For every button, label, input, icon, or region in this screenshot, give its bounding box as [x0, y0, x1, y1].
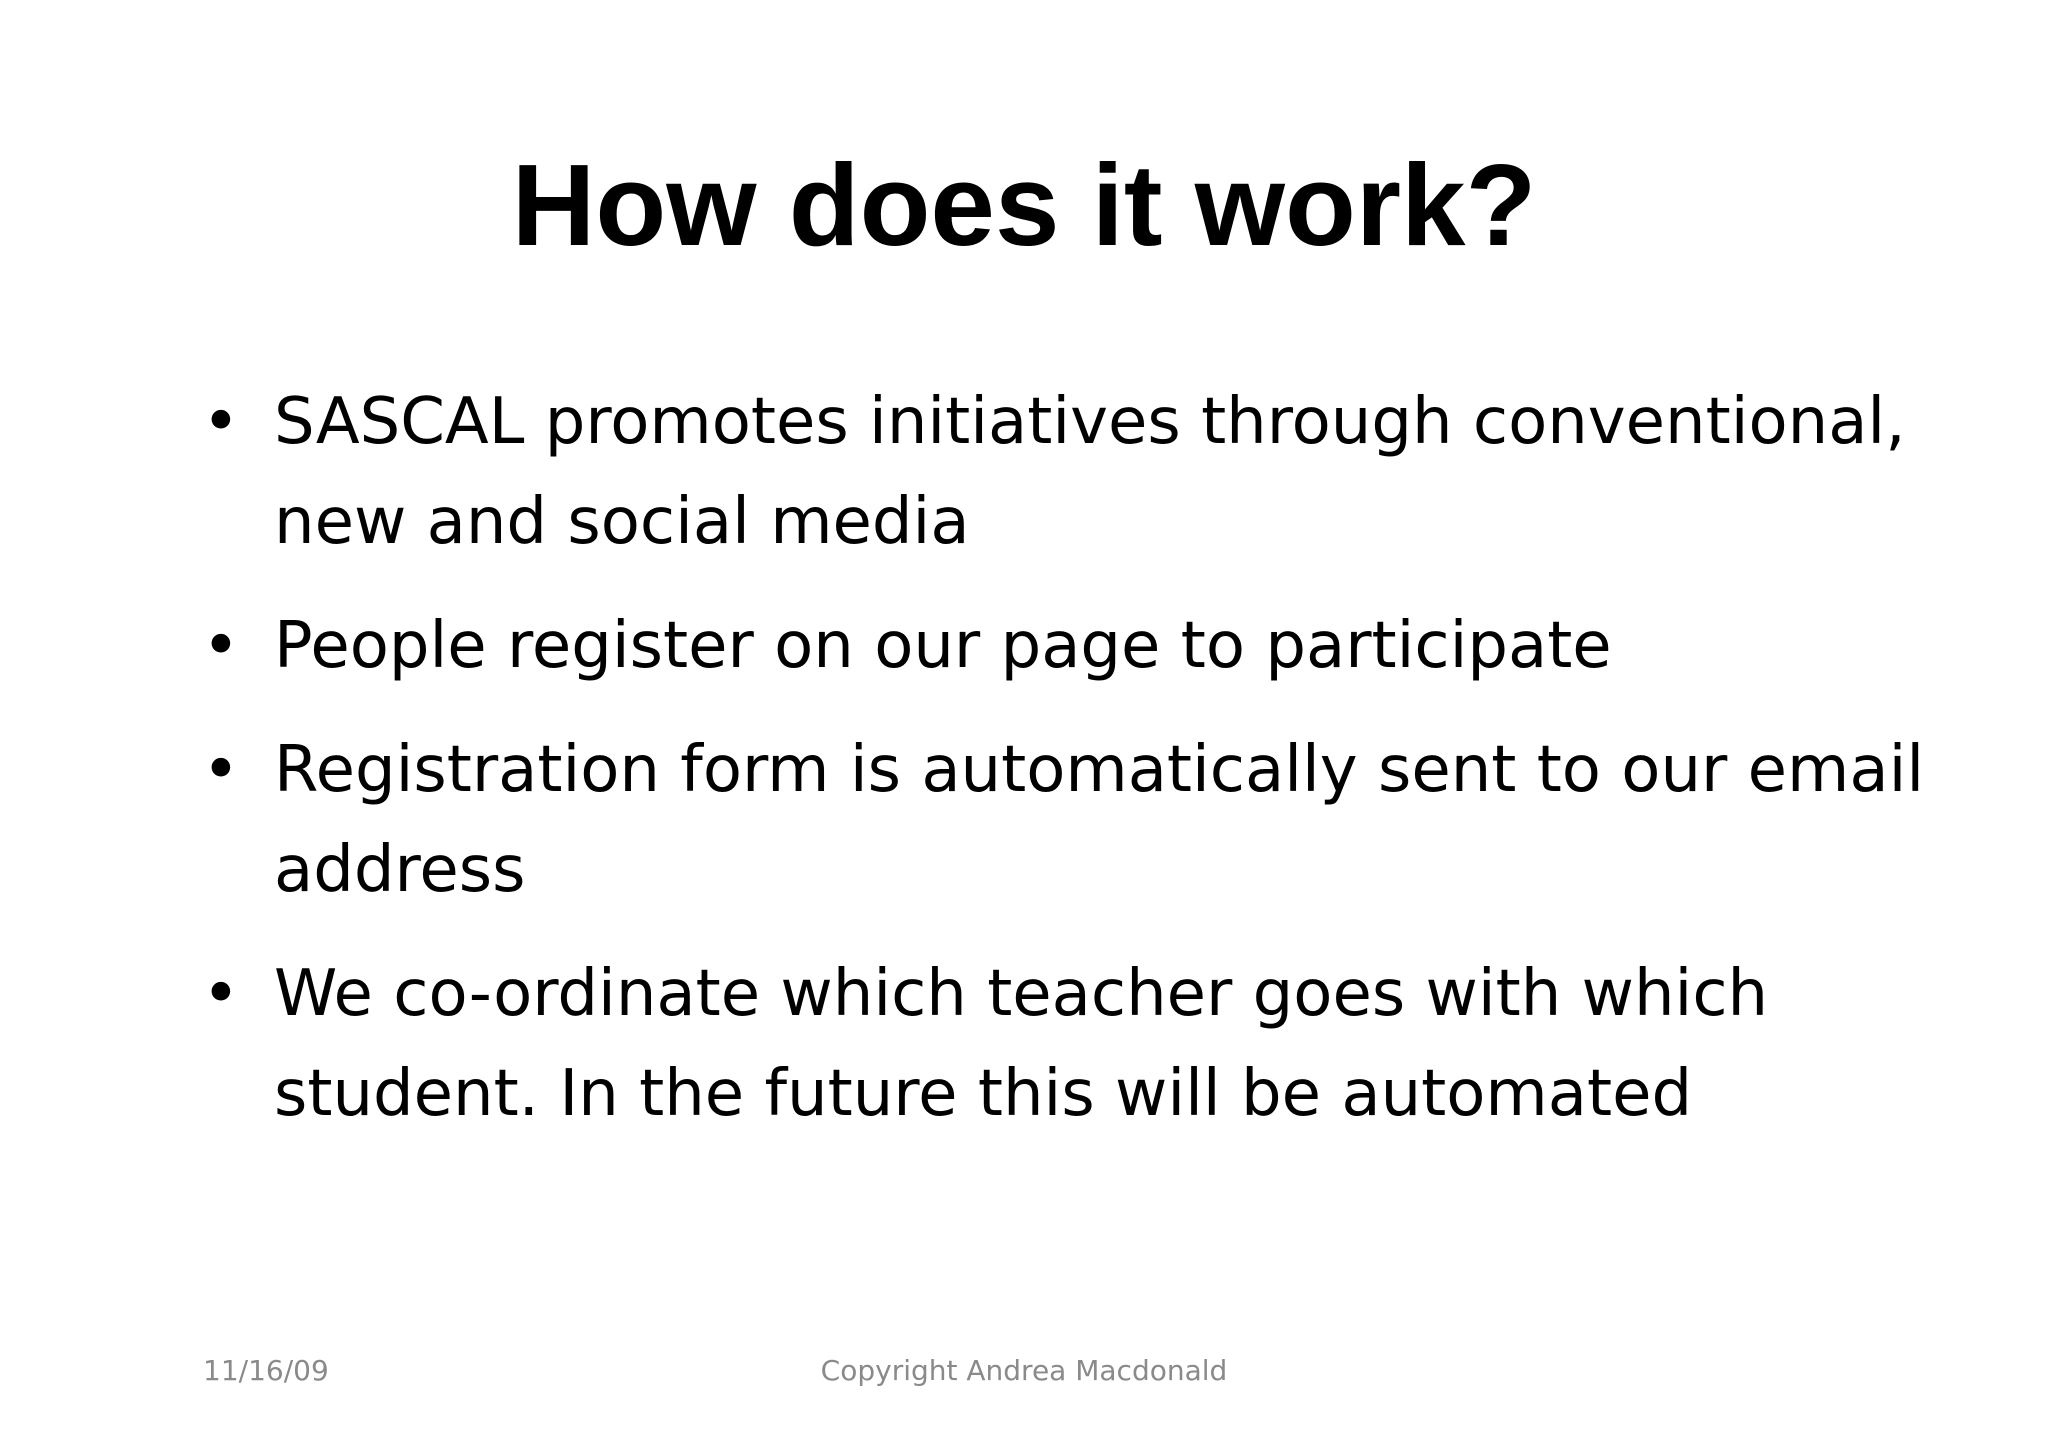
bullet-text: We co-ordinate which teacher goes with which student. In the future this will be automated	[274, 957, 1769, 1131]
bullet-marker: •	[202, 733, 240, 807]
bullet-item	[0, 596, 2048, 696]
bullet-list	[0, 372, 2048, 1168]
bullet-item	[0, 372, 2048, 572]
bullet-item	[0, 720, 2048, 920]
footer-date: 11/16/09	[203, 1354, 329, 1387]
bullet-marker: •	[202, 957, 240, 1031]
bullet-item	[0, 944, 2048, 1144]
bullet-marker: •	[202, 609, 240, 683]
bullet-text: SASCAL promotes initiatives through conventional, new and social media	[274, 385, 1906, 559]
bullet-text: Registration form is automatically sent to our email address	[274, 733, 1925, 907]
slide-title: How does it work?	[511, 140, 1537, 270]
bullet-text: People register on our page to participate	[274, 609, 1612, 683]
bullet-marker: •	[202, 385, 240, 459]
footer-copyright: Copyright Andrea Macdonald	[820, 1354, 1228, 1387]
